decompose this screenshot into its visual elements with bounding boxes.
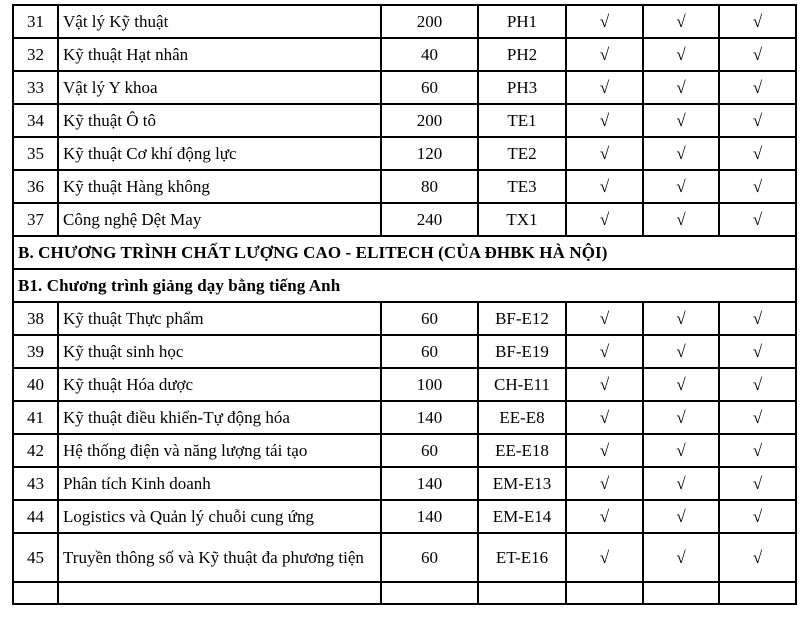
empty-cell	[13, 582, 58, 604]
check-mark: √	[643, 368, 719, 401]
check-mark: √	[719, 500, 796, 533]
check-mark: √	[643, 500, 719, 533]
section-header: B. CHƯƠNG TRÌNH CHẤT LƯỢNG CAO - ELITECH (CỦA ĐHBK HÀ NỘI)	[13, 236, 796, 269]
table-row	[13, 533, 796, 582]
table-row	[13, 500, 796, 533]
table-row	[13, 434, 796, 467]
check-mark: √	[719, 38, 796, 71]
check-mark: √	[643, 71, 719, 104]
clipped-row	[13, 582, 796, 604]
program-code: EM-E14	[478, 500, 566, 533]
program-code: BF-E19	[478, 335, 566, 368]
section-header: B1. Chương trình giảng dạy bằng tiếng Anh	[13, 269, 796, 302]
program-code: CH-E11	[478, 368, 566, 401]
check-mark: √	[719, 5, 796, 38]
quota-value: 60	[381, 335, 478, 368]
program-code: PH3	[478, 71, 566, 104]
row-index: 39	[13, 335, 58, 368]
quota-value: 120	[381, 137, 478, 170]
quota-value: 60	[381, 71, 478, 104]
check-mark: √	[566, 5, 643, 38]
program-name: Phân tích Kinh doanh	[58, 467, 381, 500]
quota-value: 60	[381, 434, 478, 467]
program-name: Công nghệ Dệt May	[58, 203, 381, 236]
check-mark: √	[719, 335, 796, 368]
check-mark: √	[719, 302, 796, 335]
table-row	[13, 137, 796, 170]
row-index: 40	[13, 368, 58, 401]
check-mark: √	[643, 434, 719, 467]
check-mark: √	[566, 368, 643, 401]
row-index: 34	[13, 104, 58, 137]
quota-value: 80	[381, 170, 478, 203]
table-row	[13, 71, 796, 104]
check-mark: √	[566, 401, 643, 434]
check-mark: √	[566, 137, 643, 170]
quota-value: 60	[381, 533, 478, 582]
check-mark: √	[719, 401, 796, 434]
quota-value: 140	[381, 467, 478, 500]
check-mark: √	[643, 335, 719, 368]
check-mark: √	[643, 170, 719, 203]
check-mark: √	[719, 368, 796, 401]
table-row	[13, 335, 796, 368]
program-name: Kỹ thuật Ô tô	[58, 104, 381, 137]
section-header-row	[13, 269, 796, 302]
program-code: EE-E8	[478, 401, 566, 434]
check-mark: √	[566, 335, 643, 368]
table-body	[13, 5, 796, 604]
check-mark: √	[643, 104, 719, 137]
program-name: Hệ thống điện và năng lượng tái tạo	[58, 434, 381, 467]
quota-value: 240	[381, 203, 478, 236]
quota-value: 100	[381, 368, 478, 401]
empty-cell	[58, 582, 381, 604]
table-row	[13, 302, 796, 335]
program-code: TX1	[478, 203, 566, 236]
check-mark: √	[643, 38, 719, 71]
check-mark: √	[566, 302, 643, 335]
program-name: Vật lý Kỹ thuật	[58, 5, 381, 38]
row-index: 31	[13, 5, 58, 38]
check-mark: √	[643, 467, 719, 500]
row-index: 41	[13, 401, 58, 434]
check-mark: √	[566, 434, 643, 467]
quota-value: 140	[381, 401, 478, 434]
check-mark: √	[566, 104, 643, 137]
table-row	[13, 38, 796, 71]
check-mark: √	[643, 203, 719, 236]
check-mark: √	[643, 401, 719, 434]
empty-cell	[566, 582, 643, 604]
check-mark: √	[566, 533, 643, 582]
program-name: Kỹ thuật Cơ khí động lực	[58, 137, 381, 170]
program-name: Kỹ thuật điều khiển-Tự động hóa	[58, 401, 381, 434]
row-index: 32	[13, 38, 58, 71]
program-code: TE3	[478, 170, 566, 203]
program-code: PH1	[478, 5, 566, 38]
check-mark: √	[719, 467, 796, 500]
row-index: 43	[13, 467, 58, 500]
program-name: Kỹ thuật Thực phẩm	[58, 302, 381, 335]
program-code: EE-E18	[478, 434, 566, 467]
table-row	[13, 104, 796, 137]
table-row	[13, 368, 796, 401]
row-index: 36	[13, 170, 58, 203]
program-code: PH2	[478, 38, 566, 71]
check-mark: √	[643, 5, 719, 38]
check-mark: √	[719, 137, 796, 170]
table-row	[13, 203, 796, 236]
table-row	[13, 401, 796, 434]
program-name: Kỹ thuật Hạt nhân	[58, 38, 381, 71]
program-code: TE1	[478, 104, 566, 137]
row-index: 45	[13, 533, 58, 582]
check-mark: √	[566, 38, 643, 71]
program-code: BF-E12	[478, 302, 566, 335]
program-name: Logistics và Quản lý chuỗi cung ứng	[58, 500, 381, 533]
program-code: ET-E16	[478, 533, 566, 582]
quota-value: 140	[381, 500, 478, 533]
table-row	[13, 467, 796, 500]
check-mark: √	[719, 170, 796, 203]
row-index: 38	[13, 302, 58, 335]
check-mark: √	[643, 302, 719, 335]
empty-cell	[719, 582, 796, 604]
program-name: Kỹ thuật Hóa dược	[58, 368, 381, 401]
check-mark: √	[566, 203, 643, 236]
admission-programs-table	[12, 4, 797, 605]
check-mark: √	[719, 71, 796, 104]
check-mark: √	[719, 533, 796, 582]
empty-cell	[381, 582, 478, 604]
program-name: Truyền thông số và Kỹ thuật đa phương tiện	[58, 533, 381, 582]
empty-cell	[643, 582, 719, 604]
program-code: TE2	[478, 137, 566, 170]
check-mark: √	[719, 203, 796, 236]
program-name: Kỹ thuật Hàng không	[58, 170, 381, 203]
row-index: 35	[13, 137, 58, 170]
check-mark: √	[643, 137, 719, 170]
program-code: EM-E13	[478, 467, 566, 500]
check-mark: √	[719, 434, 796, 467]
quota-value: 40	[381, 38, 478, 71]
program-name: Kỹ thuật sinh học	[58, 335, 381, 368]
row-index: 37	[13, 203, 58, 236]
check-mark: √	[566, 170, 643, 203]
empty-cell	[478, 582, 566, 604]
row-index: 42	[13, 434, 58, 467]
check-mark: √	[643, 533, 719, 582]
program-name: Vật lý Y khoa	[58, 71, 381, 104]
check-mark: √	[566, 467, 643, 500]
row-index: 33	[13, 71, 58, 104]
check-mark: √	[566, 71, 643, 104]
quota-value: 60	[381, 302, 478, 335]
table-row	[13, 170, 796, 203]
check-mark: √	[719, 104, 796, 137]
check-mark: √	[566, 500, 643, 533]
section-header-row	[13, 236, 796, 269]
quota-value: 200	[381, 5, 478, 38]
quota-value: 200	[381, 104, 478, 137]
table-row	[13, 5, 796, 38]
row-index: 44	[13, 500, 58, 533]
